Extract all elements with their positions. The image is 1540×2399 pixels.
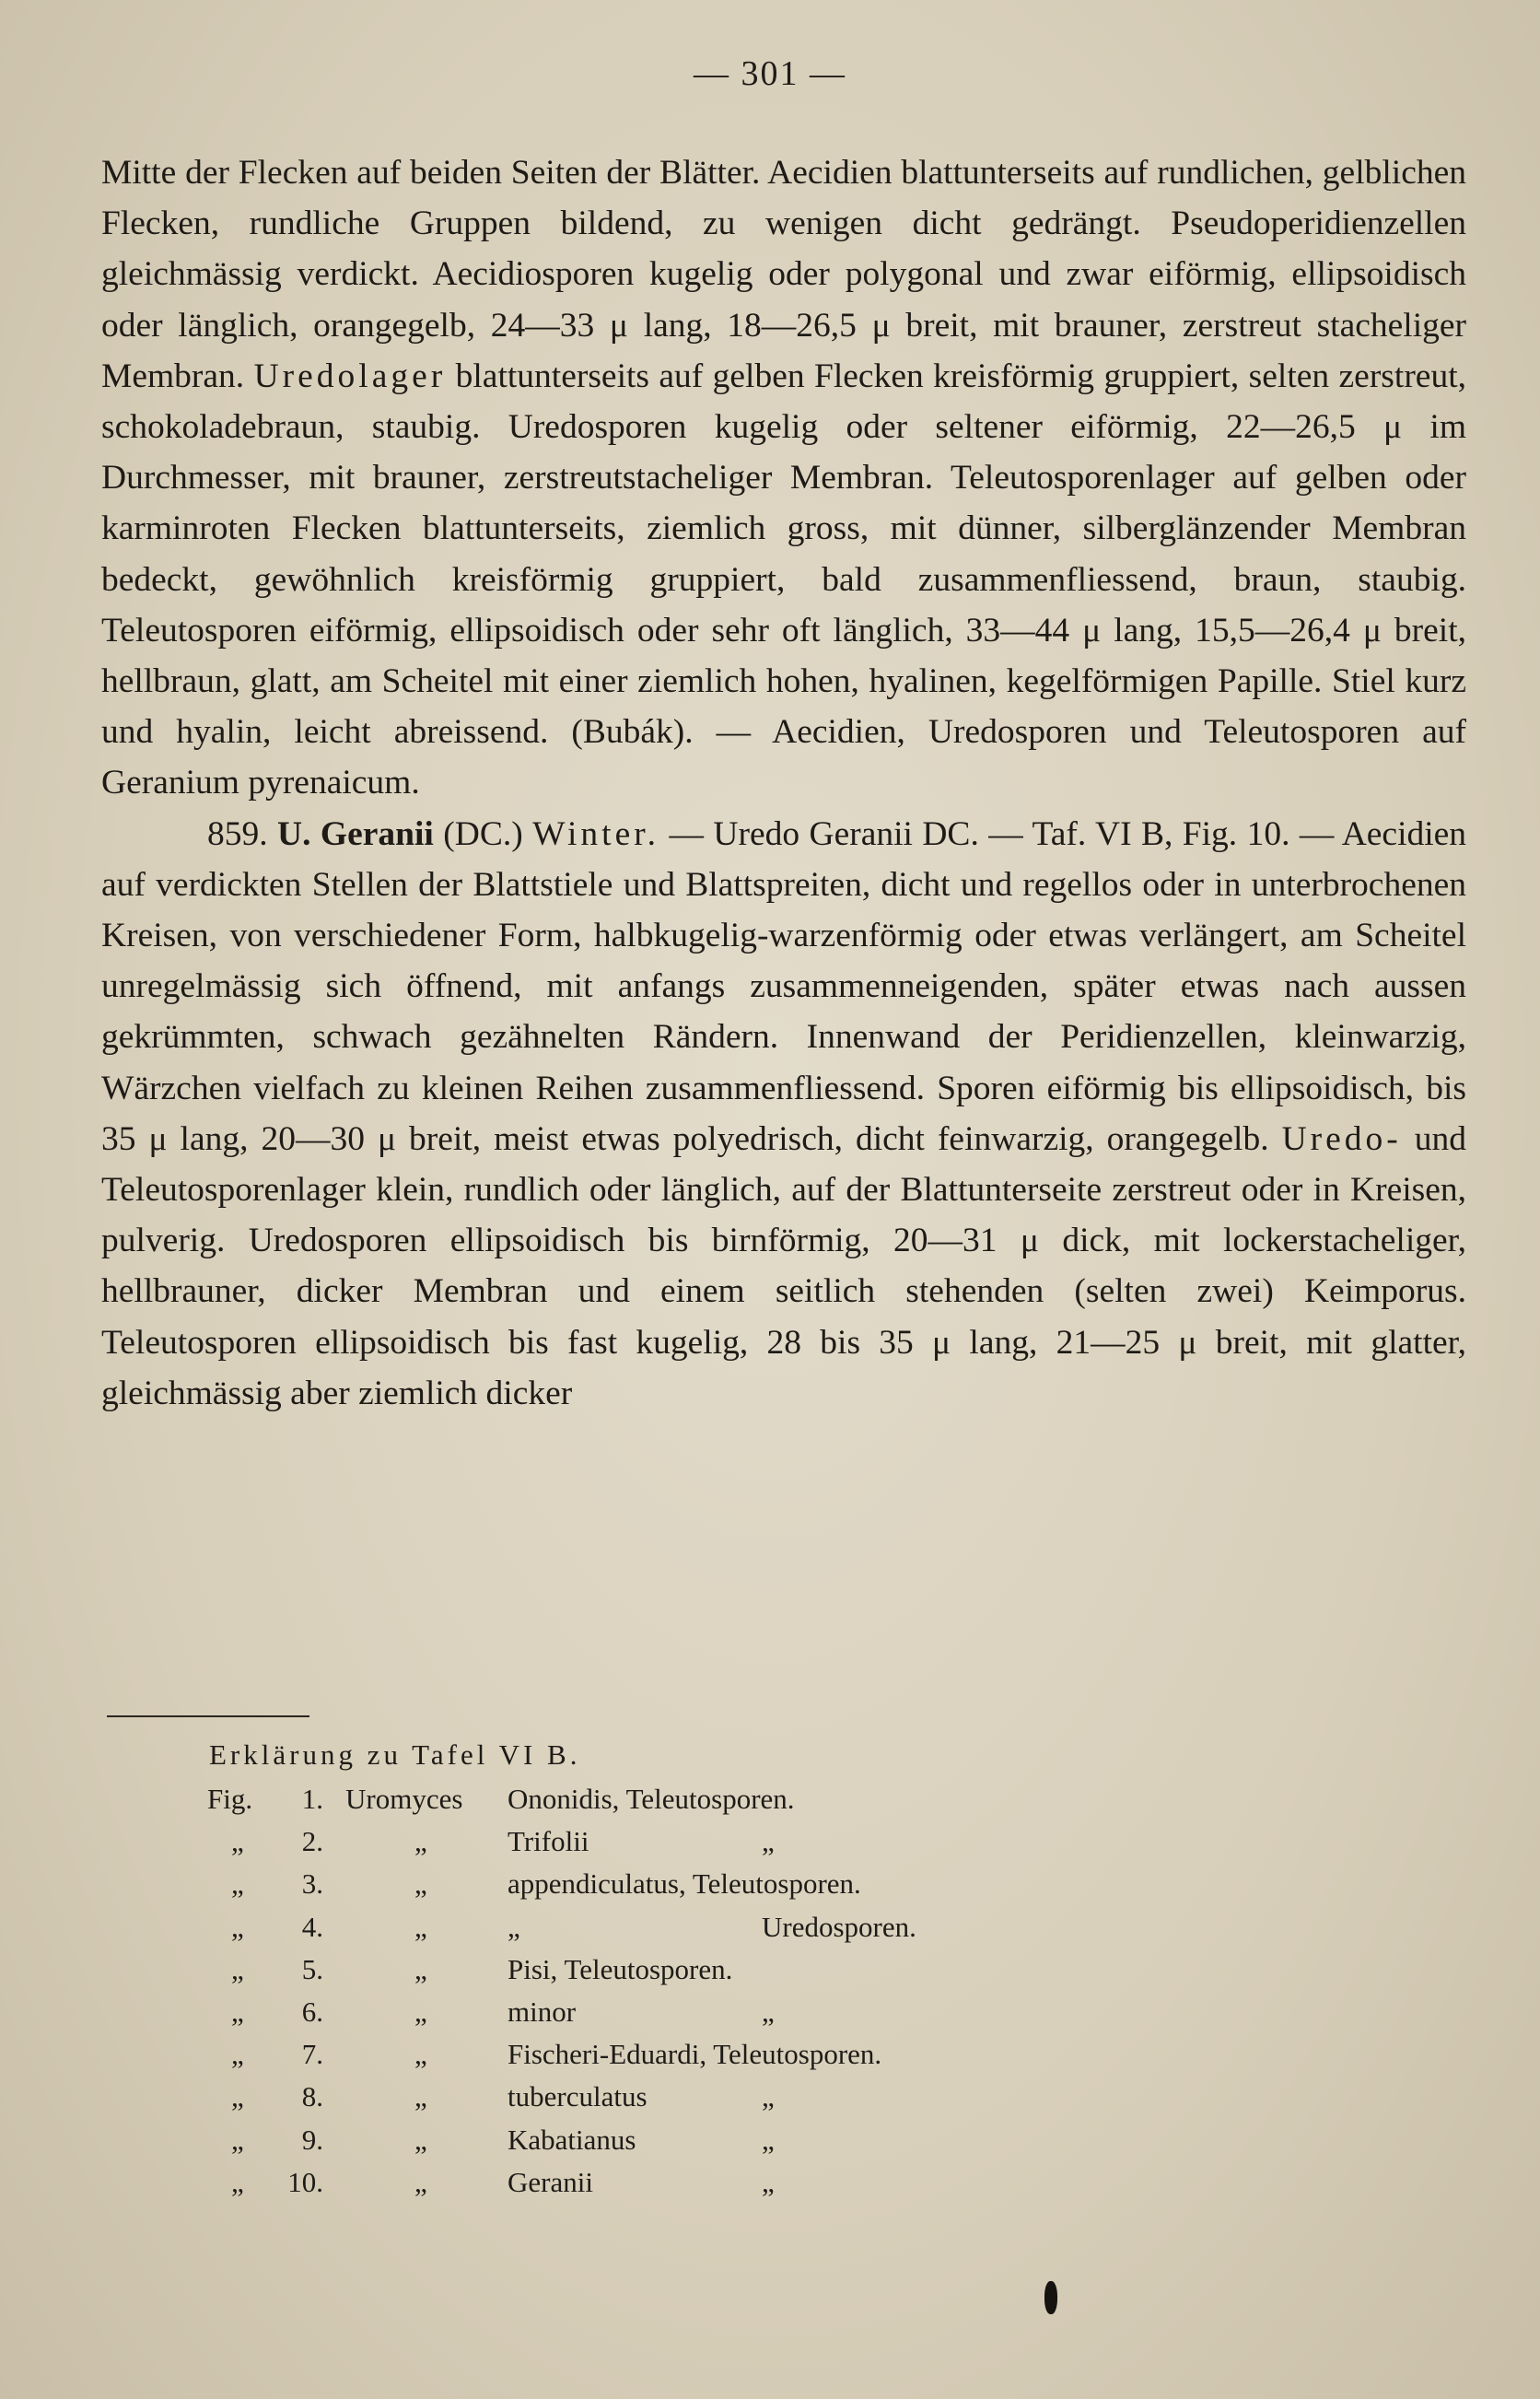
text-run: Mitte der Flecken auf beiden Seiten der Blätter. Aecidien blattunterseits auf rundlichen, gelblichen Flecken, rundliche Gruppen bildend, zu wenigen dicht gedrängt. Pseudoperidienzellen gleichmässig verdickt. Aecidiosporen kugelig oder polygonal und zwar eiförmig, ellipsoidisch oder länglich, orangegelb, 24—33 μ lang, 18—26,5 μ breit, mit brauner, zerstreut stacheliger Membran. bbox=[101, 154, 1466, 395]
term-uredo: Uredo- bbox=[1281, 1119, 1402, 1158]
legend-ditto-mark: „ bbox=[231, 2123, 244, 2156]
legend-spore-part: „ bbox=[762, 2080, 775, 2113]
legend-ditto-mark: „ bbox=[414, 1910, 427, 1943]
legend-ditto-mark: „ bbox=[414, 2038, 427, 2071]
legend-figure-number: 10. bbox=[287, 2165, 323, 2198]
legend-figure-number: 7. bbox=[301, 2038, 323, 2071]
legend-ditto-mark: „ bbox=[231, 1995, 244, 2028]
legend-species: Kabatianus bbox=[508, 2123, 636, 2156]
text-run: — Uredo Geranii DC. — Taf. VI B, Fig. 10. — Aecidien auf verdickten Stellen der Blattstiele und Blattspreiten, dicht und regellos oder in unterbrochenen Kreisen, von verschiedener Form, halbkugelig-warzenförmig oder etwas verlängert, am Scheitel unregelmässig sich öffnend, mit anfangs zusammenneigenden, später etwas nach aussen gekrümmten, schwach gezähnelten Rändern. Innenwand der Peridienzellen, kleinwarzig, Wärzchen vielfach zu kleinen Reihen zusammenfliessend. Sporen eiförmig bis ellipsoidisch, bis 35 μ lang, 20—30 μ breit, meist etwas polyedrisch, dicht feinwarzig, orangegelb. bbox=[101, 814, 1467, 1158]
legend-row bbox=[207, 1991, 775, 2033]
legend-row bbox=[207, 2076, 775, 2118]
legend-spore-part: „ bbox=[762, 1825, 775, 1858]
legend-species: Geranii bbox=[508, 2165, 593, 2198]
legend-figure-number: 8. bbox=[301, 2080, 323, 2113]
species-description-paragraph bbox=[101, 147, 1466, 809]
legend-spore-part: „ bbox=[762, 1995, 775, 2028]
legend-ditto-mark: „ bbox=[414, 1867, 427, 1901]
legend-ditto-mark: „ bbox=[231, 1825, 244, 1858]
legend-species: minor bbox=[508, 1995, 577, 2028]
legend-row bbox=[207, 2033, 882, 2076]
legend-figure-number: 2. bbox=[301, 1825, 323, 1858]
legend-figure-number: 3. bbox=[301, 1867, 323, 1901]
legend-figure-number: 9. bbox=[301, 2123, 323, 2156]
entry-number: 859. bbox=[207, 814, 268, 853]
legend-row bbox=[207, 1820, 775, 1863]
legend-ditto-mark: „ bbox=[414, 2080, 427, 2113]
legend-ditto-mark: „ bbox=[231, 2165, 244, 2198]
legend-species: Pisi, Teleutosporen. bbox=[508, 1952, 733, 1985]
legend-ditto-mark: „ bbox=[231, 1910, 244, 1943]
legend-ditto-mark: „ bbox=[414, 1825, 427, 1858]
legend-ditto-mark: „ bbox=[414, 2165, 427, 2198]
legend-ditto-mark: „ bbox=[414, 2123, 427, 2156]
legend-spore-part: „ bbox=[762, 2165, 775, 2198]
legend-species: Trifolii bbox=[508, 1825, 589, 1858]
legend-fig-label: Fig. bbox=[207, 1783, 253, 1815]
legend-species: Fischeri-Eduardi, Teleutosporen. bbox=[508, 2038, 882, 2071]
species-entry-859 bbox=[101, 809, 1466, 1419]
legend-figure-number: 1. bbox=[301, 1783, 323, 1815]
legend-ditto-mark: „ bbox=[231, 2038, 244, 2071]
footnote-rule bbox=[107, 1715, 309, 1717]
entry-author: Winter. bbox=[532, 814, 660, 853]
legend-row bbox=[207, 2119, 775, 2161]
legend-row bbox=[207, 2161, 775, 2204]
legend-ditto-mark: „ bbox=[414, 1952, 427, 1985]
legend-row bbox=[207, 1778, 795, 1820]
legend-ditto-mark: „ bbox=[414, 1995, 427, 2028]
legend-species: Ononidis, Teleutosporen. bbox=[508, 1783, 795, 1815]
legend-species: „ bbox=[508, 1910, 520, 1943]
entry-authority: (DC.) bbox=[443, 814, 523, 853]
term-uredolager: Uredolager bbox=[253, 357, 447, 395]
legend-ditto-mark: „ bbox=[231, 2080, 244, 2113]
plate-legend bbox=[207, 1732, 916, 2204]
legend-row bbox=[207, 1906, 916, 1948]
legend-rows bbox=[207, 1778, 916, 2204]
legend-row bbox=[207, 1863, 861, 1905]
legend-figure-number: 5. bbox=[301, 1952, 323, 1985]
legend-spore-part: Uredosporen. bbox=[762, 1910, 916, 1943]
legend-species: tuberculatus bbox=[508, 2080, 648, 2113]
text-run: blattunterseits auf gelben Flecken kreisförmig gruppiert, selten zerstreut, schokoladebraun, staubig. Uredosporen kugelig oder seltener eiförmig, 22—26,5 μ im Durchmesser, mit brauner, zerstreutstacheliger Membran. Teleutosporenlager auf gelben oder karminroten Flecken blattunterseits, ziemlich gross, mit dünner, silberglänzender Membran bedeckt, gewöhnlich kreisförmig gruppiert, bald zusammenfliessend, braun, staubig. Teleutosporen eiförmig, ellipsoidisch oder sehr oft länglich, 33—44 μ lang, 15,5—26,4 μ breit, hellbraun, glatt, am Scheitel mit einer ziemlich hohen, hyalinen, kegelförmigen Papille. Stiel kurz und hyalin, leicht abreissend. (Bubák). — Aecidien, Uredosporen und Teleutosporen auf Geranium pyrenaicum. bbox=[101, 357, 1466, 802]
legend-figure-number: 6. bbox=[301, 1995, 323, 2028]
ink-spot bbox=[1044, 2281, 1057, 2314]
main-text bbox=[101, 147, 1466, 1419]
page-number: — 301 — bbox=[694, 54, 846, 93]
legend-ditto-mark: „ bbox=[231, 1952, 244, 1985]
legend-figure-number: 4. bbox=[301, 1910, 323, 1943]
legend-row bbox=[207, 1948, 733, 1991]
legend-ditto-mark: „ bbox=[231, 1867, 244, 1901]
legend-spore-part: „ bbox=[762, 2123, 775, 2156]
entry-species-name: U. Geranii bbox=[277, 814, 434, 853]
legend-species: appendiculatus, Teleutosporen. bbox=[508, 1867, 861, 1901]
legend-genus: Uromyces bbox=[345, 1783, 463, 1815]
legend-title: Erklärung zu Tafel VI B. bbox=[209, 1738, 581, 1771]
text-run: und Teleutosporenlager klein, rundlich oder länglich, auf der Blattunterseite zerstreut oder in Kreisen, pulverig. Uredosporen ellipsoidisch bis birnförmig, 20—31 μ dick, mit lockerstacheliger, hellbrauner, dicker Membran und einem seitlich stehenden (selten zwei) Keimporus. Teleutosporen ellipsoidisch bis fast kugelig, 28 bis 35 μ lang, 21—25 μ breit, mit glatter, gleichmässig aber ziemlich dicker bbox=[101, 1119, 1467, 1412]
